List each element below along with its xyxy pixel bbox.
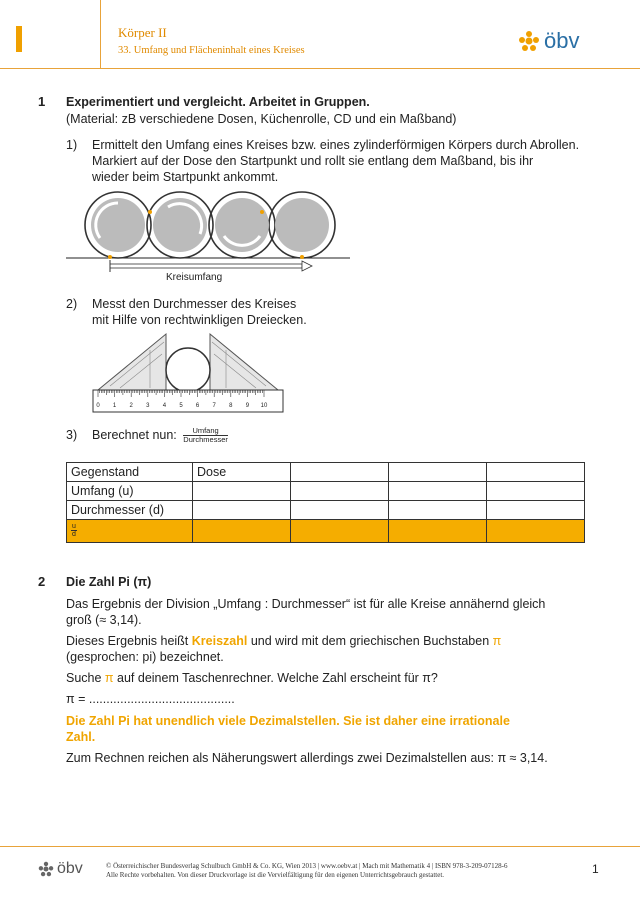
footer-logo-text: öbv [57, 860, 83, 877]
text-span: auf deinem Taschenrechner. Welche Zahl erscheint für π? [113, 671, 438, 685]
footer-divider [0, 846, 640, 847]
task-material: (Material: zB verschiedene Dosen, Küchenrolle, CD und ein Maßband) [66, 112, 457, 126]
ratio-cell [67, 520, 193, 543]
ruler-tick-label: 6 [195, 403, 200, 409]
ruler-tick-label: 8 [229, 403, 233, 409]
paragraph-line: (gesprochen: pi) bezeichnet. [66, 650, 224, 664]
ruler-tick-label: 3 [146, 403, 150, 409]
ruler-tick-label: 1 [112, 403, 117, 409]
asterisk-logo-icon [518, 30, 540, 52]
ruler-tick-label: 2 [129, 403, 133, 409]
header-divider [0, 68, 640, 69]
ruler-tick-label: 10 [260, 403, 268, 409]
table-cell[interactable] [389, 520, 487, 543]
table-cell[interactable] [193, 482, 291, 501]
footer-line1: © Österreichischer Bundesverlag Schulbuch GmbH & Co. KG, Wien 2013 | www.oebv.at | Mach mit Mathematik 4 | ISBN 978-3-209-07128-6 [106, 862, 508, 870]
footer-copyright [106, 862, 508, 880]
table-cell[interactable] [291, 501, 389, 520]
text-span: Suche [66, 671, 105, 685]
table-cell: Durchmesser (d) [67, 501, 193, 520]
ratio-numerator: u [72, 523, 76, 530]
step3-text: Berechnet nun: [92, 428, 177, 442]
paragraph-line [66, 633, 501, 649]
highlight-line: Zahl. [66, 730, 96, 744]
paragraph-line: groß (≈ 3,14). [66, 613, 142, 627]
highlight-line: Die Zahl Pi hat unendlich viele Dezimalstellen. Sie ist daher eine irrationale [66, 714, 510, 728]
step1-text-line3: wieder beim Startpunkt ankommt. [92, 170, 279, 184]
table-cell[interactable] [389, 463, 487, 482]
figure-label-kreisumfang: Kreisumfang [166, 272, 223, 283]
paragraph-line: Das Ergebnis der Division „Umfang : Durchmesser“ ist für alle Kreise annähernd gleich [66, 597, 546, 611]
ratio-label [71, 523, 77, 538]
table-cell: Gegenstand [67, 463, 193, 482]
task-title: Die Zahl Pi (π) [66, 575, 152, 589]
ruler-tick-label: 5 [179, 403, 183, 409]
ruler-tick-label: 7 [212, 403, 216, 409]
table-cell[interactable] [193, 501, 291, 520]
step2-text-line1: Messt den Durchmesser des Kreises [92, 297, 297, 311]
diameter-measurement-figure [90, 330, 290, 416]
fraction-denominator: Durchmesser [183, 435, 228, 445]
ruler-tick-label: 4 [162, 403, 167, 409]
step1-text-line1: Ermittelt den Umfang eines Kreises bzw. eines zylinderförmigen Körpers durch Abrollen. [92, 138, 580, 152]
table-cell: Umfang (u) [67, 482, 193, 501]
pi-symbol: π [104, 671, 114, 685]
table-cell[interactable] [487, 520, 585, 543]
task-number: 1 [38, 94, 46, 109]
paragraph-line: Zum Rechnen reichen als Näherungswert allerdings zwei Dezimalstellen aus: π ≈ 3,14. [66, 751, 548, 765]
table-cell[interactable] [389, 482, 487, 501]
table-cell[interactable] [291, 463, 389, 482]
task-title: Experimentiert und vergleicht. Arbeitet in Gruppen. [66, 95, 370, 109]
table-cell[interactable] [389, 501, 487, 520]
publisher-logo [518, 28, 579, 54]
chapter-title: Körper II [118, 25, 167, 40]
table-row [67, 463, 585, 482]
pi-symbol: π [492, 634, 502, 648]
table-row-ratio [67, 520, 585, 543]
logo-text: öbv [544, 28, 580, 53]
footer-line2: Alle Rechte vorbehalten. Von dieser Druckvorlage ist die Vervielfältigung für den eigenen Unterrichtsgebrauch gestattet. [106, 871, 445, 879]
step1-text-line2: Markiert auf der Dose den Startpunkt und rollt sie entlang dem Maßband, bis ihr [92, 154, 534, 168]
text-span: Dieses Ergebnis heißt [66, 634, 192, 648]
table-cell[interactable] [291, 520, 389, 543]
step-number: 1) [66, 138, 78, 152]
step-number: 2) [66, 297, 78, 311]
text-span: und wird mit dem griechischen Buchstaben [247, 634, 493, 648]
ratio-fraction [183, 427, 228, 444]
table-cell[interactable] [193, 520, 291, 543]
rolling-circles-figure [60, 190, 360, 290]
table-row [67, 482, 585, 501]
keyword-kreiszahl: Kreiszahl [191, 634, 248, 648]
table-cell[interactable] [487, 501, 585, 520]
ruler-tick-label: 9 [245, 403, 250, 409]
fraction-numerator: Umfang [183, 427, 228, 436]
table-cell: Dose [193, 463, 291, 482]
step2-text-line2: mit Hilfe von rechtwinkligen Dreiecken. [92, 313, 307, 327]
table-cell[interactable] [487, 482, 585, 501]
page-number: 1 [592, 862, 599, 876]
chapter-subtitle: 33. Umfang und Flächeninhalt eines Kreises [118, 45, 305, 56]
task-number: 2 [38, 574, 46, 589]
table-row [67, 501, 585, 520]
step-number: 3) [66, 428, 78, 442]
pi-answer-line[interactable]: π = .......................................... [66, 692, 235, 706]
asterisk-logo-icon [38, 861, 54, 877]
ratio-denominator: d [72, 531, 76, 538]
ruler-tick-label: 0 [96, 403, 100, 409]
paragraph-line [66, 670, 438, 686]
chapter-marker [16, 26, 22, 52]
header-divider-vertical [100, 0, 101, 68]
table-cell[interactable] [291, 482, 389, 501]
table-cell[interactable] [487, 463, 585, 482]
measurement-table [66, 462, 585, 543]
footer-logo [38, 860, 83, 878]
step3-line [92, 427, 228, 444]
